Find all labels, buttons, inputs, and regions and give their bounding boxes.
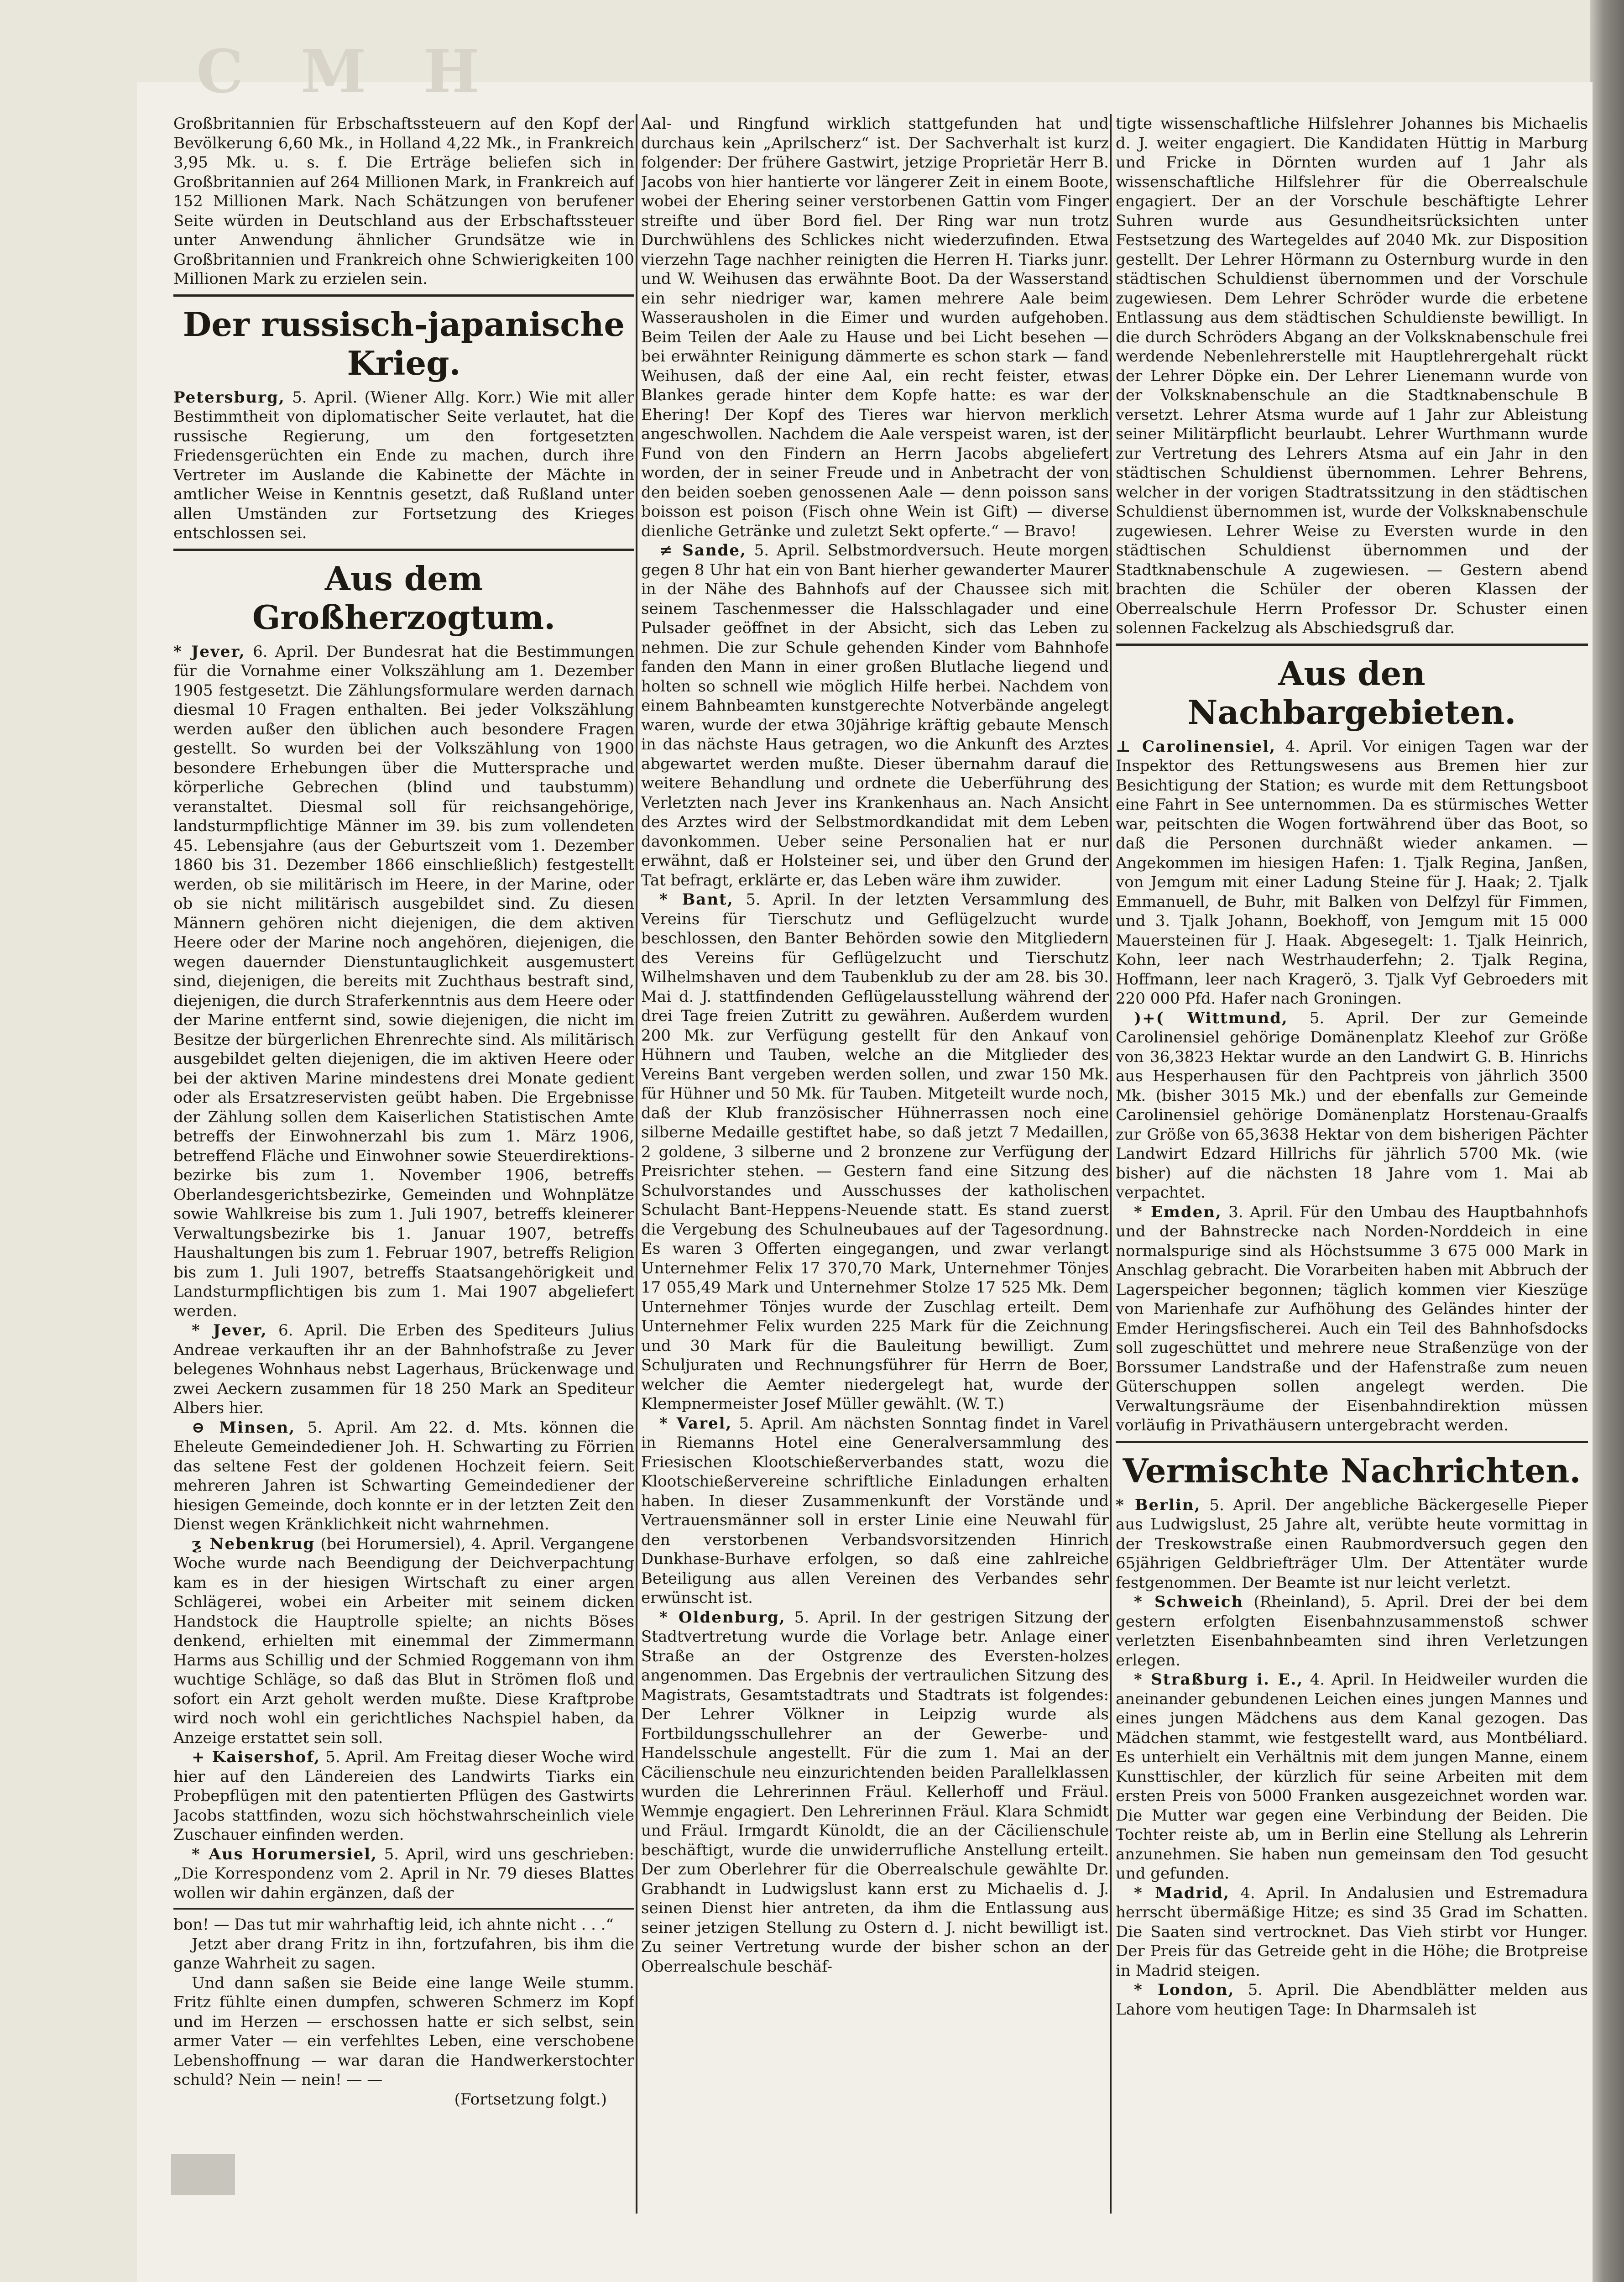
dateline: ≠ Sande, — [659, 541, 747, 560]
dateline: * Oldenburg, — [659, 1608, 786, 1627]
article-text: 6. April. Die Erben des Spediteurs Julius Andreae verkauften ihr an der Bahnhofstraße zu Jever belegenes Wohnhaus nebst Lagerhaus, Brückenwage und zwei Aeckern zusammen für 18 250 Mark an Spediteur Albers hier. — [173, 1321, 634, 1417]
dateline: * Aus Horumersiel, — [192, 1845, 377, 1863]
article-text: Großbritannien für Erbschaftssteuern auf den Kopf der Bevölkerung 6,60 Mk., in Holland 4,22 Mk., in Frankreich 3,95 Mk. u. s. f. Die Erträge beliefen sich in Großbritannien auf 264 Millionen Mark, in Frankreich auf 152 Millionen Mark. Nach Schätzungen von berufener Seite würden in Deutschland aus der Erbschaftssteuer unter Anwendung ähnlicher Grundsätze wie in Großbritannien und Frankreich ohne Schwierigkeiten 100 Millionen Mark zu erzielen sein. — [173, 115, 634, 288]
divider — [173, 1908, 634, 1910]
article-text: 5. April. Am 22. d. Mts. können die Eheleute Gemeindediener Joh. H. Schwarting zu Förrien das seltene Fest der goldenen Hochzeit feiern. Seit mehreren Jahren ist Schwarting Gemeindediener der hiesigen Gemeinde, doch konnte er in der letzten Zeit den Dienst wegen Kränklichkeit nicht wahrnehmen. — [173, 1418, 634, 1534]
dateline: * Jever, — [192, 1321, 267, 1340]
article-text: 5. April. Am Freitag dieser Woche wird hier auf den Ländereien des Landwirts Tiarks ein Probepflügen mit den patentierten Pflügen des Gastwirts Jacobs stattfinden, wozu sich höchstwahrscheinlich viele Zuschauer einfinden werden. — [173, 1748, 634, 1844]
dateline: * London, — [1134, 1981, 1235, 1999]
article-text: 5. April. (Wiener Allg. Korr.) Wie mit aller Bestimmtheit von diplomatischer Seite verlautet, hat die russische Regierung, um den fortgesetzten Friedensgerüchten ein Ende zu machen, durch ihre Vertreter im Auslande die Kabinette der Mächte in amtlicher Weise in Kenntnis gesetzt, daß Rußland unter allen Umständen zur Fortsetzung des Krieges entschlossen sei. — [173, 388, 634, 542]
dateline: ⊖ Minsen, — [192, 1418, 296, 1437]
article-text: 5. April, wird uns geschrieben: „Die Korrespondenz vom 2. April in Nr. 79 dieses Blattes wollen wir dahin ergänzen, daß der — [173, 1845, 634, 1902]
dateline: * Berlin, — [1116, 1496, 1201, 1514]
article-text: 6. April. Der Bundesrat hat die Bestimmungen für die Vornahme einer Volkszählung am 1. Dezember 1905 festgesetzt. Die Zählungsformulare werden darnach diesmal 10 Fragen enthalten. Bei jeder Volkszählung werden außer den üblichen auch besondere Fragen gestellt. So wurden bei der Volkszählung von 1900 besondere Erhebungen über die Muttersprache und körperliche Gebrechen (blind und taubstumm) veranstaltet. Diesmal soll für reichsangehörige, landsturmpflichtige Männer im 39. bis zum vollendeten 45. Lebensjahre (aus der Geburtszeit vom 1. Dezember 1860 bis 31. Dezember 1866 einschließlich) festgestellt werden, ob sie militärisch im Heere, in der Marine, oder ob sie nicht militärisch ausgebildet sind. Zu diesen Männern gehören nicht diejenigen, die dem aktiven Heere oder der Marine noch angehören, diejenigen, die wegen dauernder Dienstuntauglichkeit ausgemustert sind, diejenigen, die bereits mit Zuchthaus bestraft sind, diejenigen, die durch Straferkenntnis aus dem Heere oder der Marine entfernt sind, sowie diejenigen, die nicht im Besitze der bürgerlichen Ehrenrechte sind. Als militärisch ausgebildet gelten diejenigen, die im aktiven Heere oder bei der aktiven Marine mindestens drei Monate gedient oder als Ersatzreservisten geübt haben. Die Ergebnisse der Zählung sollen dem Kaiserlichen Statistischen Amte betreffs der Einwohnerzahl bis zum 1. März 1906, betreffend Fläche und Einwohner sowie Steuerdirektions-bezirke bis zum 1. November 1906, betreffs Oberlandesgerichtsbezirke, Gemeinden und Wohnplätze sowie Wahlkreise bis zum 1. Juli 1907, betreffs kleinerer Verwaltungsbezirke bis 1. Januar 1907, betreffs Haushaltungen bis zum 1. Februar 1907, betreffs Religion bis zum 1. Juli 1907, betreffs Staatsangehörigkeit und Landsturmpflichtigen bis zum 1. Mai 1907 abgeliefert werden. — [173, 642, 634, 1320]
article — [641, 890, 1109, 1414]
article — [173, 1418, 634, 1534]
article-text: 5. April. Der angebliche Bäckergeselle Pieper aus Ludwigslust, 25 Jahre alt, verübte heute vormittag in der Treskowstraße einen Raubmordversuch gegen den 65jährigen Geldbriefträger Ulm. Der Attentäter wurde festgenommen. Der Beamte ist nur leicht verletzt. — [1116, 1496, 1588, 1592]
dateline: Petersburg, — [173, 388, 285, 407]
column-2 — [641, 114, 1109, 1976]
article-text: 4. April. Vor einigen Tagen war der Inspektor des Rettungswesens aus Bremen hier zur Besichtigung der Station; es wurde mit dem Rettungsboot eine Fahrt in See unternommen. Da es stürmisches Wetter war, peitschten die Wogen fortwährend über das Boot, so daß die Personen durchnäßt wieder ankamen. — Angekommen im hiesigen Hafen: 1. Tjalk Regina, Janßen, von Jemgum mit einer Ladung Steine für J. Haak; 2. Tjalk Emmanuell, de Buhr, mit Balken von Delfzyl für Fimmen, und 3. Tjalk Johann, Boekhoff, von Jemgum mit 15 000 Mauersteinen für J. Haak. Abgesegelt: 1. Tjalk Heinrich, Kohn, leer nach Westrhauderfehn; 2. Tjalk Regina, Hoffmann, leer nach Kragerö, 3. Tjalk Vyf Gebroeders mit 220 000 Pfd. Hafer nach Groningen. — [1116, 737, 1588, 1008]
column-1 — [173, 114, 634, 2109]
article — [173, 1748, 634, 1845]
article — [1116, 1009, 1588, 1203]
article — [1116, 1670, 1588, 1884]
article — [641, 1608, 1109, 1977]
ink-blot — [171, 2154, 235, 2195]
article-text: (bei Horumersiel), 4. April. Vergangene Woche wurde nach Beendigung der Deichverpachtung kam es in der hiesigen Wirtschaft zu einer argen Schlägerei, wobei ein Arbeiter mit seinem dicken Handstock die Hauptrolle spielte; an nichts Böses denkend, erhielten mit einemmal der Zimmermann Harms aus Schillig und der Schmied Roggemann von ihm wuchtige Schläge, so daß das Blut in Strömen floß und sofort ein Arzt geholt werden mußte. Diese Kraftprobe wird noch wohl ein gerichtliches Nachspiel haben, da Anzeige erstattet sein soll. — [173, 1534, 634, 1747]
article-text: 5. April. Die Abendblätter melden aus Lahore vom heutigen Tage: In Dharmsaleh ist — [1116, 1981, 1588, 2019]
dateline: * Emden, — [1134, 1203, 1222, 1221]
serial-text: Jetzt aber drang Fritz in ihn, fortzufahren, bis ihm die ganze Wahrheit zu sagen. — [173, 1935, 634, 1973]
article — [1116, 1592, 1588, 1670]
dateline: * Madrid, — [1134, 1884, 1230, 1902]
dateline: * Straßburg i. E., — [1134, 1670, 1304, 1689]
article-text: Aal- und Ringfund wirklich stattgefunden hat und durchaus kein „Aprilscherz“ ist. Der Sachverhalt ist kurz folgender: Der frühere Gastwirt, jetzige Proprietär Herr B. Jacobs von hier hantierte vor längerer Zeit in einem Boote, wobei der Ehering seiner verstorbenen Gattin vom Finger streifte und über Bord fiel. Der Ring war nun trotz Durchwühlens des Schlickes nicht wiederzufinden. Etwa vierzehn Tage nachher reinigten die Herren H. Tiarks junr. und W. Weihusen das erwähnte Boot. Da der Wasserstand ein sehr niedriger war, kamen mehrere Aale beim Wasserausholen in die Eimer und wurden aufgehoben. Beim Teilen der Aale zu Hause und bei Licht besehen — bei erwähnter Reinigung dämmerte es schon stark — fand Weihusen, daß der eine Aal, ein recht feister, etwas Blankes gerade hinter dem Kopfe hatte: es war der Ehering! Der Kopf des Tieres war hiervon merklich angeschwollen. Nachdem die Aale verspeist waren, ist der Fund von den Findern an Herrn Jacobs abgeliefert worden, der in seiner Freude und in Anbetracht der von den beiden soeben genossenen Aale — denn poisson sans boisson est poison (Fisch ohne Wein ist Gift) — diverse dienliche Getränke und zuletzt Sekt opferte.“ — Bravo! — [641, 115, 1109, 540]
article-text: tigte wissenschaftliche Hilfslehrer Johannes bis Michaelis d. J. weiter engagiert. Die Kandidaten Hüttig in Marburg und Fricke in Dörnten wurden auf 1 Jahr als wissenschaftliche Hilfslehrer für die Oberrealschule engagiert. Der an der Vorschule beschäftigte Lehrer Suhren wurde aus Gesundheitsrücksichten unter Festsetzung des Wartegeldes auf 2040 Mk. zur Disposition gestellt. Der Lehrer Hörmann zu Osternburg wurde in den städtischen Schuldienst übernommen und der Vorschule zugewiesen. Dem Lehrer Schröder wurde die erbetene Entlassung aus dem städtischen Schuldienste bewilligt. In die durch Schröders Abgang an der Volksknabenschule frei werdende Nebenlehrerstelle mit Hauptlehrergehalt rückt der Lehrer Döpke ein. Der Lehrer Lienemann wurde von der Volksknabenschule an die Stadtknabenschule B versetzt. Lehrer Atsma wurde auf 1 Jahr zur Ableistung seiner Militärpflicht beurlaubt. Lehrer Wurthmann wurde zur Vertretung des Lehrers Atsma auf ein Jahr in den städtischen Schuldienst übernommen. Lehrer Behrens, welcher in der vorigen Stadtratssitzung in den städtischen Schuldienst übernommen ist, wurde der Volksknabenschule zugewiesen. Lehrer Weise zu Eversten wurde in den städtischen Schuldienst übernommen und der Stadtknabenschule A zugewiesen. — Gestern abend brachten die Schüler der oberen Klassen der Oberrealschule Herrn Professor Dr. Schuster einen solennen Fackelzug als Abschiedsgruß dar. — [1116, 115, 1588, 637]
article — [1116, 1884, 1588, 1981]
column-rule — [1110, 114, 1112, 2214]
serial-text: Und dann saßen sie Beide eine lange Weile stumm. Fritz fühlte einen dumpfen, schweren Schmerz im Kopf und im Herzen — erschossen hatte er sich selbst, sein armer Vater — ein verfehltes Leben, eine verschobene Lebenshoffnung — war daran die Handwerkerstochter schuld? Nein — nein! — — — [173, 1973, 634, 2089]
article-text: 5. April. Selbstmordversuch. Heute morgen gegen 8 Uhr hat ein von Bant hierher gewanderter Maurer in der Nähe des Bahnhofs auf der Chaussee sich mit seinem Taschenmesser die Halsschlagader und eine Pulsader geöffnet in der Absicht, sich das Leben zu nehmen. Die zur Schule gehenden Kinder vom Bahnhofe fanden den Mann in einer großen Blutlache liegend und holten so schnell wie möglich Hilfe herbei. Nachdem von einem Bahnbeamten kunstgerechte Notverbände angelegt waren, wurde der etwa 30jährige kräftig gebaute Mensch in das nächste Haus getragen, wo die Ankunft des Arztes abgewartet werden mußte. Dieser übernahm darauf die weitere Behandlung und ordnete die Ueberführung des Verletzten nach Jever ins Krankenhaus an. Nach Ansicht des Arztes wird der Selbstmordkandidat mit dem Leben davonkommen. Ueber seine Personalien hat er nur erwähnt, daß er Holsteiner sei, und über den Grund der Tat befragt, erklärte er, das Leben wäre ihm zuwider. — [641, 541, 1109, 890]
dateline: * Jever, — [173, 642, 245, 661]
section-heading: Vermischte Nachrichten. — [1123, 1451, 1581, 1490]
divider — [1116, 644, 1588, 646]
article — [1116, 737, 1588, 1009]
article-text: 5. April. Am nächsten Sonntag findet in Varel in Riemanns Hotel eine Generalversammlung des Friesischen Klootschießerverbandes statt, wozu die Klootschießervereine schriftliche Einladungen erhalten haben. In dieser Zusammenkunft der Vorstände und Vertrauensmänner soll in erster Linie eine Neuwahl für den verstorbenen Verbandsvorsitzenden Hinrich Dunkhase-Burhave erfolgen, so daß eine zahlreiche Beteiligung aus allen Vereinen des Verbandes sehr erwünscht ist. — [641, 1414, 1109, 1607]
divider — [173, 294, 634, 297]
column-3 — [1116, 114, 1588, 2019]
dateline: + Kaisershof, — [192, 1748, 321, 1766]
article-text: 5. April. Der zur Gemeinde Carolinensiel gehörige Domänenplatz Kleehof zur Größe von 36,3823 Hektar wurde an den Landwirt G. B. Hinrichs aus Hesperhausen für den Pachtpreis von jährlich 3500 Mk. (bisher 3015 Mk.) und der ebenfalls zur Gemeinde Carolinensiel gehörige Domänenplatz Horstenau-Graalfs zur Größe von 65,3638 Hektar von dem bisherigen Pächter Landwirt Edzard Hillrichs für jährlich 5700 Mk. (wie bisher) auf die nächsten 18 Jahre vom 1. Mai ab verpachtet. — [1116, 1009, 1588, 1202]
dateline: )+( Wittmund, — [1134, 1009, 1288, 1027]
dateline: * Schweich — [1134, 1593, 1244, 1611]
article — [1116, 1980, 1588, 2019]
section-heading: Aus dem Großherzogtum. — [252, 559, 556, 637]
scan-edge — [1590, 0, 1624, 2282]
article — [173, 1534, 634, 1748]
article-text: 4. April. In Andalusien und Estremadura herrscht übermäßige Hitze; es sind 35 Grad im Schatten. Die Saaten sind vertrocknet. Das Vieh stirbt vor Hunger. Der Preis für das Getreide geht in die Höhe; die Brotpreise in Madrid steigen. — [1116, 1884, 1588, 1980]
article-text: 5. April. In der gestrigen Sitzung der Stadtvertretung wurde die Vorlage betr. Anlage einer Straße an der Ostgrenze des Eversten-holzes angenommen. Das Ergebnis der vertraulichen Sitzung des Magistrats, Gesamtstadtrats und Stadtrats ist folgendes: Der Lehrer Völkner in Leipzig wurde als Fortbildungsschullehrer an der Gewerbe- und Handelsschule angestellt. Für die zum 1. Mai an der Cäcilienschule neu einzurichtenden beiden Parallelklassen wurden die Lehrerinnen Fräul. Kellerhoff und Fräul. Wemmje engagiert. Den Lehrerinnen Fräul. Klara Schmidt und Fräul. Irmgardt Künoldt, die an der Cäcilienschule beschäftigt, wurde die unwiderrufliche Anstellung erteilt. Der zum Oberlehrer für die Oberrealschule gewählte Dr. Grabhandt in Ludwigslust kann erst zu Michaelis d. J. seinen Dienst hier antreten, da ihm die Entlassung aus seiner jetzigen Stellung zu Ostern d. J. nicht bewilligt ist. Zu seiner Vertretung wurde der bisher schon an der Oberrealschule beschäf- — [641, 1608, 1109, 1976]
article — [173, 1845, 634, 1903]
article — [641, 541, 1109, 890]
article — [173, 388, 634, 543]
divider — [173, 549, 634, 551]
dateline: ƺ Nebenkrug — [192, 1534, 315, 1553]
section-heading: Der russisch-japanische Krieg. — [183, 304, 625, 382]
article — [1116, 1203, 1588, 1435]
serial-text: bon! — Das tut mir wahrhaftig leid, ich ahnte nicht . . .“ — [173, 1916, 614, 1934]
article — [173, 1321, 634, 1418]
serial-continuation: (Fortsetzung folgt.) — [454, 2090, 607, 2109]
header-ghost: C M H — [196, 37, 498, 106]
article-text: 4. April. In Heidweiler wurden die aneinander gebundenen Leichen eines jungen Mannes und eines jungen Mädchens aus dem Kanal gezogen. Das Mädchen stammt, wie festgestellt ward, aus Montbéliard. Es unterhielt ein Verhältnis mit dem jungen Manne, einem Kunsttischler, der kürzlich für seine Arbeiten mit dem ersten Preis von 5000 Franken ausgezeichnet worden war. Die Mutter war gegen eine Verbindung der Beiden. Die Tochter reiste ab, um in Berlin eine Stellung als Lehrerin anzunehmen. Sie haben nun gemeinsam den Tod gesucht und gefunden. — [1116, 1670, 1588, 1883]
section-heading: Aus den Nachbargebieten. — [1187, 654, 1516, 732]
article — [1116, 1496, 1588, 1593]
column-rule — [636, 114, 637, 2214]
dateline: * Varel, — [659, 1414, 732, 1433]
article-text: 5. April. In der letzten Versammlung des Vereins für Tierschutz und Geflügelzucht wurde beschlossen, den Banter Behörden sowie den Mitgliedern des Vereins für Geflügelzucht und Tierschutz Wilhelmshaven und dem Taubenklub zu der am 28. bis 30. Mai d. J. stattfindenden Geflügelausstellung während der drei Tage freien Zutritt zu gewähren. Außerdem wurden 200 Mk. zur Verfügung gestellt für den Ankauf von Hühnern und Tauben, welche an die Mitglieder des Vereins Bant vergeben werden sollen, und zwar 150 Mk. für Hühner und 50 Mk. für Tauben. Mitgeteilt wurde noch, daß der Klub französischer Hühnerrassen noch eine silberne Medaille gestiftet habe, so daß jetzt 7 Medaillen, 2 goldene, 3 silberne und 2 bronzene zur Verfügung der Preisrichter stehen. — Gestern fand eine Sitzung des Schulvorstandes und Ausschusses der katholischen Schulacht Bant-Heppens-Neuende statt. Es stand zuerst die Vergebung des Schulneubaues auf der Tagesordnung. Es waren 3 Offerten eingegangen, und zwar verlangt Unternehmer Felix 17 370,70 Mark, Unternehmer Tönjes 17 055,49 Mark und Unternehmer Stolze 17 525 Mk. Dem Unternehmer Tönjes wurde der Zuschlag erteilt. Dem Unternehmer Felix wurden 225 Mark für die Zeichnung und 30 Mark für die Bauleitung bewilligt. Zum Schuljuraten und Rechnungsführer für Herrn de Boer, welcher die Aemter niedergelegt hat, wurde der Klempnermeister Josef Müller gewählt. (W. T.) — [641, 890, 1109, 1413]
dateline: * Bant, — [659, 890, 734, 909]
article — [641, 1414, 1109, 1608]
article-text: (Rheinland), 5. April. Drei der bei dem gestern erfolgten Eisenbahnzusammenstoß schwer verletzten Eisenbahnbeamten sind ihren Verletzungen erlegen. — [1116, 1593, 1588, 1670]
article-text: 3. April. Für den Umbau des Hauptbahnhofs und der Bahnstrecke nach Norden-Norddeich in eine normalspurige sind als Höchstsumme 3 675 000 Mark in Anschlag gebracht. Die Vorarbeiten haben mit Abbruch der Lagerspeicher begonnen; täglich kommen vier Kieszüge von Marienhafe zur Aufhöhung des Geländes hinter der Emder Heringsfischerei. Auch ein Teil des Bahnhofsdocks soll zugeschüttet und mehrere neue Straßenzüge von der Borssumer Landstraße und der Hafenstraße zum neuen Güterschuppen sollen angelegt werden. Die Verwaltungsräume der Eisenbahndirektion müssen vorläufig in Privathäusern untergebracht werden. — [1116, 1203, 1588, 1434]
divider — [1116, 1441, 1588, 1443]
dateline: ⊥ Carolinensiel, — [1116, 737, 1276, 756]
article — [173, 642, 634, 1321]
